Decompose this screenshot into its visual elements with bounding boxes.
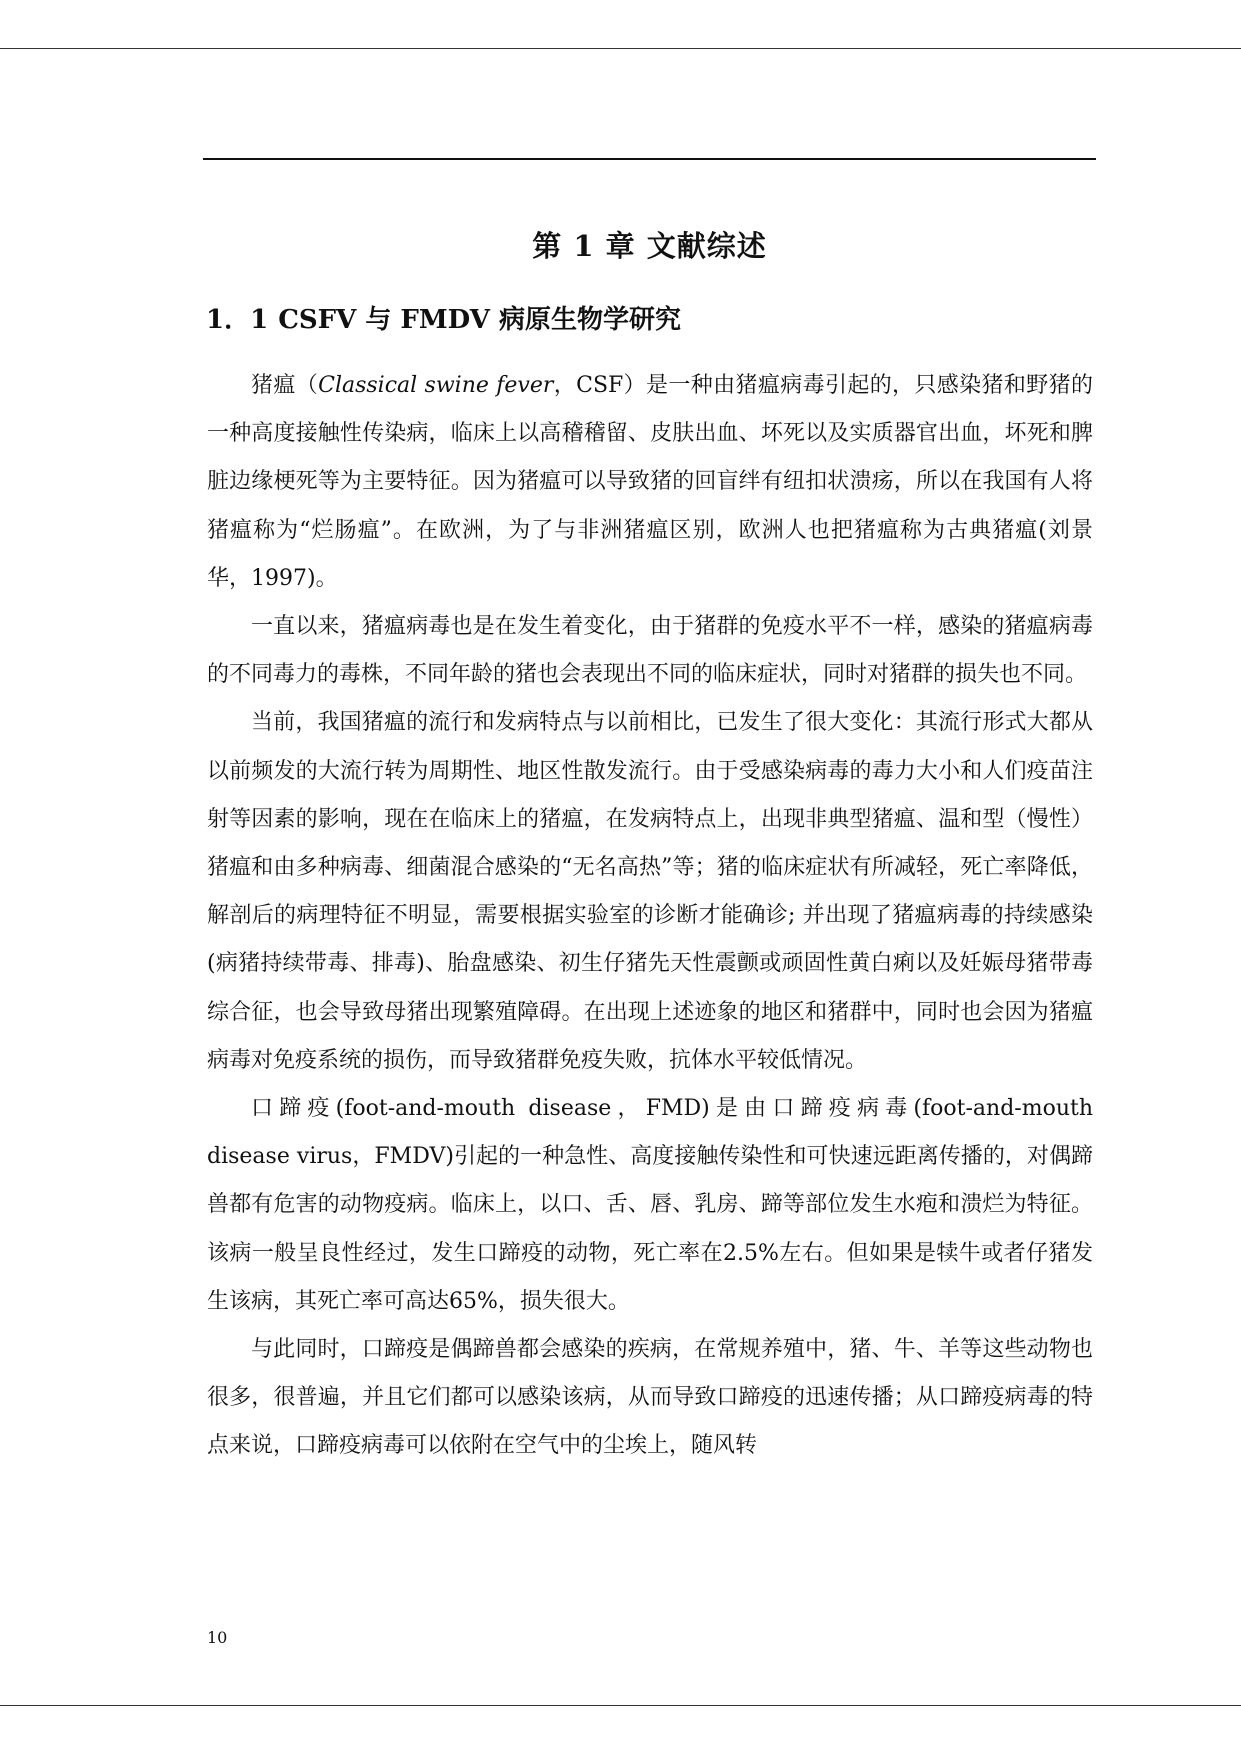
header-rule: [203, 158, 1096, 160]
body-text: [207, 362, 1093, 1471]
paragraph-fmd-spread: 与此同时，口蹄疫是偶蹄兽都会感染的疾病，在常规养殖中，猪、牛、羊等这些动物也很多，很普遍，并且它们都可以感染该病，从而导致口蹄疫的迅速传播；从口蹄疫病毒的特点来说，口蹄疫病毒可以依附在空气中的尘埃上，随风转: [207, 1337, 1093, 1459]
page-bottom-rule: [0, 1705, 1241, 1706]
section-title: CSFV 与 FMDV 病原生物学研究: [278, 305, 681, 335]
page-number: 10: [207, 1628, 228, 1647]
paragraph-text: 猪瘟（: [251, 373, 319, 398]
paragraph-csf-variation: 一直以来，猪瘟病毒也是在发生着变化，由于猪群的免疫水平不一样，感染的猪瘟病毒的不同毒力的毒株，不同年龄的猪也会表现出不同的临床症状，同时对猪群的损失也不同。: [207, 614, 1093, 688]
italic-term: Classical swine fever: [318, 373, 554, 398]
paragraph-csf-epidemiology: 当前，我国猪瘟的流行和发病特点与以前相比，已发生了很大变化：其流行形式大都从以前频发的大流行转为周期性、地区性散发流行。由于受感染病毒的毒力大小和人们疫苗注射等因素的影响，现在在临床上的猪瘟，在发病特点上，出现非典型猪瘟、温和型（慢性）猪瘟和由多种病毒、细菌混合感染的“无名高热”等；猪的临床症状有所减轻，死亡率降低，解剖后的病理特征不明显，需要根据实验室的诊断才能确诊; 并出现了猪瘟病毒的持续感染(病猪持续带毒、排毒)、胎盘感染、初生仔猪先天性震颤或顽固性黄白痢以及妊娠母猪带毒综合征，也会导致母猪出现繁殖障碍。在出现上述迹象的地区和猪群中，同时也会因为猪瘟病毒对免疫系统的损伤，而导致猪群免疫失败，抗体水平较低情况。: [207, 710, 1093, 1073]
chapter-title: 第 1 章 文献综述: [532, 229, 767, 263]
section-number: 1．1: [206, 305, 269, 335]
paragraph-fmd-intro: 口蹄疫(foot-and-mouth disease，FMD)是由口蹄疫病毒(foot-and-mouth disease virus，FMDV)引起的一种急性、高度接触传染性和可快速远距离传播的，对偶蹄兽都有危害的动物疫病。临床上，以口、舌、唇、乳房、蹄等部位发生水疱和溃烂为特征。该病一般呈良性经过，发生口蹄疫的动物，死亡率在2.5%左右。但如果是犊牛或者仔猪发生该病，其死亡率可高达65%，损失很大。: [207, 1096, 1093, 1314]
section-heading: [206, 300, 681, 340]
paragraph-text: ，CSF）是一种由猪瘟病毒引起的，只感染猪和野猪的一种高度接触性传染病，临床上以高稽稽留、皮肤出血、坏死以及实质器官出血，坏死和脾脏边缘梗死等为主要特征。因为猪瘟可以导致猪的回盲绊有纽扣状溃疡，所以在我国有人将猪瘟称为“烂肠瘟”。在欧洲，为了与非洲猪瘟区别，欧洲人也把猪瘟称为古典猪瘟(刘景华，1997)。: [207, 373, 1093, 591]
paragraph-csf-intro: [207, 362, 1093, 603]
page-top-rule: [0, 48, 1241, 49]
